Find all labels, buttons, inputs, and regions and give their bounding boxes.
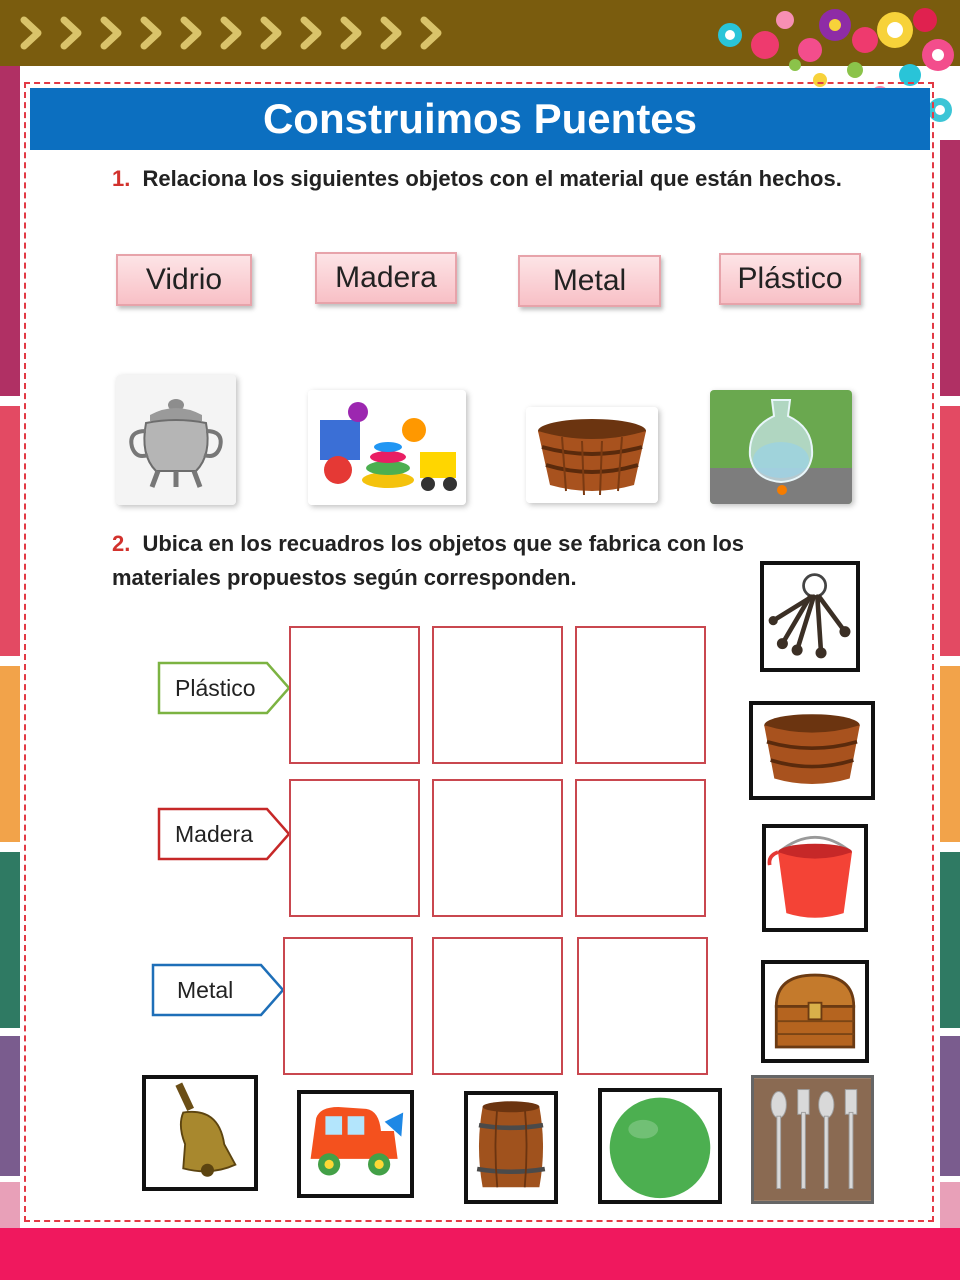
drop-box-madera-3[interactable] bbox=[575, 779, 706, 917]
right-stripe bbox=[940, 1036, 960, 1176]
question-2-text: Ubica en los recuadros los objetos que se fabrica con los materiales propuestos según corresponden. bbox=[112, 531, 744, 590]
question-1 bbox=[112, 162, 852, 196]
bell-icon bbox=[146, 1079, 254, 1187]
chest-icon bbox=[765, 964, 865, 1059]
material-card-vidrio[interactable]: Vidrio bbox=[116, 254, 252, 306]
material-card-metal[interactable]: Metal bbox=[518, 255, 661, 307]
photo-silver-sugar-bowl[interactable] bbox=[116, 375, 236, 505]
object-green-ball[interactable] bbox=[598, 1088, 722, 1204]
object-bell[interactable] bbox=[142, 1075, 258, 1191]
toys-icon bbox=[308, 390, 466, 505]
question-2-number: 2. bbox=[112, 531, 131, 556]
row-label-metal bbox=[151, 963, 285, 1017]
right-stripe bbox=[940, 666, 960, 842]
left-stripe bbox=[0, 666, 20, 842]
object-red-bucket[interactable] bbox=[762, 824, 868, 932]
chevron-pattern bbox=[16, 0, 496, 66]
page-title: Construimos Puentes bbox=[262, 95, 698, 142]
photo-plastic-toys[interactable] bbox=[308, 390, 466, 505]
sugar-bowl-icon bbox=[116, 375, 236, 505]
photo-wooden-basket[interactable] bbox=[526, 407, 658, 503]
row-label-madera-text: Madera bbox=[175, 821, 253, 847]
keys-icon bbox=[764, 565, 856, 668]
glass-vase-icon bbox=[710, 390, 852, 504]
toy-car-icon bbox=[301, 1094, 410, 1194]
question-2 bbox=[112, 527, 832, 595]
row-label-plastico-text: Plástico bbox=[175, 675, 256, 701]
bucket-icon bbox=[766, 828, 864, 928]
object-treasure-chest[interactable] bbox=[761, 960, 869, 1063]
object-cutlery[interactable] bbox=[751, 1075, 874, 1204]
object-keys[interactable] bbox=[760, 561, 860, 672]
barrel-icon bbox=[468, 1095, 554, 1200]
left-stripe bbox=[0, 852, 20, 1028]
basket-icon bbox=[526, 407, 658, 503]
cutlery-icon bbox=[754, 1078, 871, 1201]
right-stripe bbox=[940, 852, 960, 1028]
drop-box-plastico-2[interactable] bbox=[432, 626, 563, 764]
left-stripe bbox=[0, 1182, 20, 1228]
drop-box-plastico-1[interactable] bbox=[289, 626, 420, 764]
drop-box-madera-2[interactable] bbox=[432, 779, 563, 917]
photo-glass-vase[interactable] bbox=[710, 390, 852, 504]
right-stripe bbox=[940, 1182, 960, 1228]
row-label-plastico bbox=[157, 661, 291, 715]
left-stripe bbox=[0, 406, 20, 656]
object-toy-car[interactable] bbox=[297, 1090, 414, 1198]
question-1-number: 1. bbox=[112, 166, 131, 191]
drop-box-metal-2[interactable] bbox=[432, 937, 563, 1075]
basket-icon bbox=[753, 705, 871, 796]
drop-box-metal-1[interactable] bbox=[283, 937, 413, 1075]
object-wooden-barrel[interactable] bbox=[464, 1091, 558, 1204]
material-card-madera[interactable]: Madera bbox=[315, 252, 457, 304]
drop-box-madera-1[interactable] bbox=[289, 779, 420, 917]
left-stripe bbox=[0, 66, 20, 396]
bottom-band bbox=[0, 1228, 960, 1280]
question-1-text: Relaciona los siguientes objetos con el material que están hechos. bbox=[142, 166, 842, 191]
left-stripe bbox=[0, 1036, 20, 1176]
row-label-metal-text: Metal bbox=[177, 977, 234, 1003]
right-stripe bbox=[940, 140, 960, 396]
row-label-madera bbox=[157, 807, 291, 861]
ball-icon bbox=[602, 1092, 718, 1200]
right-stripe bbox=[940, 406, 960, 656]
drop-box-plastico-3[interactable] bbox=[575, 626, 706, 764]
drop-box-metal-3[interactable] bbox=[577, 937, 708, 1075]
material-card-plastico[interactable]: Plástico bbox=[719, 253, 861, 305]
object-wooden-basket[interactable] bbox=[749, 701, 875, 800]
